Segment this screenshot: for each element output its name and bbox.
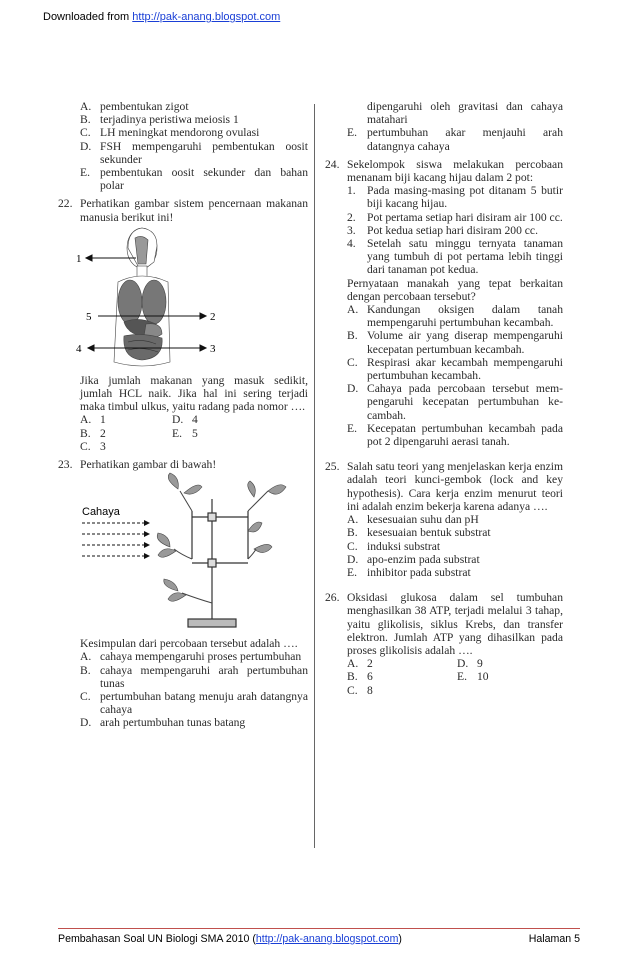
phototropism-diagram (58, 471, 308, 637)
q22-options-row: A. 1 D. 4 (80, 413, 198, 427)
q24-paragraph: Pernyataan manakah yang tepat berkaitan dengan percobaan tersebut? (347, 276, 563, 303)
q24-step-4: 4. Setelah satu minggu ternyata tanaman yang tumbuh di pot pertama lebih tinggi dari tanaman pot kedua. (347, 237, 563, 277)
q23-option-b: B. cahaya mempengaruhi arah pertumbuhan tunas (80, 663, 308, 690)
q24-step-2: 2. Pot pertama setiap hari disiram air 100 cc. (347, 210, 563, 224)
header-link[interactable]: http://pak-anang.blogspot.com (132, 11, 281, 23)
label-2: 2 (210, 310, 216, 323)
question-22: 22. Perhatikan gambar sistem pencernaan makanan manusia berikut ini! (58, 197, 308, 224)
download-header (43, 11, 280, 23)
q25-option-a: A. kesesuaian suhu dan pH (347, 513, 479, 527)
q23-option-c: C. pertumbuhan batang menuju arah datangnya cahaya (80, 690, 308, 717)
q25-option-e: E. inhibitor pada substrat (347, 565, 471, 579)
option-d: D. FSH mempengaruhi pembentukan oosit sekunder (80, 139, 308, 166)
page-footer: Pembahasan Soal UN Biologi SMA 2010 (http://pak-anang.blogspot.com) Halaman 5 (58, 928, 580, 945)
q24-option-e: E. Kecepatan pertumbuhan kecambah pada pot 2 dipengaruhi aerasi tanah. (347, 421, 563, 449)
question-26: 26. Oksidasi glukosa dalam sel tumbuhan menghasilkan 38 ATP, terjadi melalui 3 tahap, yaitu glikolisis, siklus Krebs, dan transfer elektron. Jumlah ATP yang dihasilkan pada proses glikolisis adalah …. (325, 591, 563, 657)
left-column: A. pembentukan zigot B. terjadinya peristiwa meiosis 1 C. LH meningkat mendorong ovulasi D. FSH mempengaruhi pembentukan oosit sekunder E. pembentukan oosit sekunder dan bahan polar 22. Perhatikan gambar sistem pencernaan makanan manusia berikut ini! 1 2 3 4 5 Jika jumlah makanan yang masuk sedikit, jumlah HCL naik. Jika hal ini sering terjadi maka timbul ulkus, yaitu radang pada nomor …. A. 1 D. 4 B. 2 E. 5 C. 3 23. Perhatikan gambar di bawah! Cahaya Kesimpulan dari percobaan tersebut adalah …. A. cahaya mempengaruhi proses pertumbuhan B. cahaya mempengaruhi arah pertumbuhan tunas C. pertumbuhan batang menuju arah datangnya cahaya D. arah pertumbuhan tunas batang (58, 100, 308, 730)
right-column: dipengaruhi oleh gravitasi dan cahaya matahari E. pertumbuhan akar menjauhi arah datangnya cahaya 24. Sekelompok siswa melakukan percobaan menanam biji kacang hijau dalam 2 pot: 1. Pada masing-masing pot ditanam 5 butir biji kacang hijau. 2. Pot pertama setiap hari disiram air 100 cc. 3. Pot kedua setiap hari disiram 200 cc. 4. Setelah satu minggu ternyata tanaman yang tumbuh di pot pertama lebih tinggi dari tanaman pot kedua. Pernyataan manakah yang tepat berkaitan dengan percobaan tersebut? A. Kandungan oksigen dalam tanah mempengaruhi pertumbuhan kecambah. B. Volume air yang diserap mempengaruhi kecepatan pertumbuan kecambah. C. Respirasi akar kecambah mempengaruhi pertumbuhan kecambah. D. Cahaya pada percobaan tersebut mempengaruhi kecepatan pertumbuhan kecambah. E. Kecepatan pertumbuhan kecambah pada pot 2 dipengaruhi aerasi tanah. 25. Salah satu teori yang menjelaskan kerja enzim adalah teori kunci-gembok (lock and key hypothesis). Cara kerja enzim menurut teori ini adalah enzim bekerja karena adanya …. A. kesesuaian suhu dan pH B. kesesuaian bentuk substrat C. induksi substrat D. apo-enzim pada substrat E. inhibitor pada substrat 26. Oksidasi glukosa dalam sel tumbuhan menghasilkan 38 ATP, terjadi melalui 3 tahap, yaitu glikolisis, siklus Krebs, dan transfer elektron. Jumlah ATP yang dihasilkan pada proses glikolisis adalah …. A. 2 D. 9 B. 6 E. 10 C. 8 (325, 100, 563, 697)
label-5: 5 (86, 310, 92, 323)
q23-paragraph: Kesimpulan dari percobaan tersebut adalah …. (80, 637, 298, 651)
q23-option-e: E. pertumbuhan akar menjauhi arah datangnya cahaya (347, 126, 563, 153)
option-a: A. pembentukan zigot (80, 100, 189, 113)
cahaya-label: Cahaya (82, 506, 120, 519)
question-24: 24. Sekelompok siswa melakukan percobaan menanam biji kacang hijau dalam 2 pot: (325, 157, 563, 185)
q25-option-d: D. apo-enzim pada substrat (347, 552, 480, 566)
q24-option-d: D. Cahaya pada percobaan tersebut mempengaruhi kecepatan pertumbuhan kecambah. (347, 382, 563, 422)
footer-link[interactable]: http://pak-anang.blogspot.com (255, 933, 399, 945)
digestive-diagram (58, 224, 308, 374)
column-divider (314, 104, 315, 848)
footer-text: Pembahasan Soal UN Biologi SMA 2010 ( (58, 933, 256, 945)
phototropism-figure (58, 471, 308, 637)
label-1: 1 (76, 252, 82, 265)
page-number: Halaman 5 (528, 933, 580, 945)
q23-option-a: A. cahaya mempengaruhi proses pertumbuhan (80, 650, 302, 664)
q24-step-1: 1. Pada masing-masing pot ditanam 5 butir biji kacang hijau. (347, 184, 563, 211)
option-b: B. terjadinya peristiwa meiosis 1 (80, 113, 239, 127)
label-4: 4 (76, 342, 82, 355)
q25-option-b: B. kesesuaian bentuk substrat (347, 526, 491, 540)
option-e: E. pembentukan oosit sekunder dan bahan polar (80, 166, 308, 193)
q24-step-3: 3. Pot kedua setiap hari disiram 200 cc. (347, 223, 538, 237)
option-c: C. LH meningkat mendorong ovulasi (80, 126, 260, 140)
q22-paragraph: Jika jumlah makanan yang masuk sedikit, jumlah HCL naik. Jika hal ini sering terjadi maka timbul ulkus, yaitu radang pada nomor …. (80, 373, 308, 414)
q23-option-d: D. arah pertumbuhan tunas batang (80, 716, 246, 730)
q24-option-b: B. Volume air yang diserap mempengaruhi kecepatan pertumbuan kecambah. (347, 329, 563, 356)
q26-options-row: A. 2 D. 9 (347, 657, 483, 671)
label-3: 3 (210, 342, 216, 355)
q23-option-d-continued: dipengaruhi oleh gravitasi dan cahaya matahari (367, 100, 563, 127)
q24-option-a: A. Kandungan oksigen dalam tanah mempengaruhi pertumbuhan kecambah. (347, 303, 563, 330)
question-23: 23. Perhatikan gambar di bawah! (58, 458, 217, 472)
digestive-system-figure (58, 224, 308, 374)
q24-option-c: C. Respirasi akar kecambah mempengaruhi pertumbuhan kecambah. (347, 355, 563, 383)
q25-option-c: C. induksi substrat (347, 539, 441, 553)
header-prefix: Downloaded from (43, 11, 133, 23)
question-25: 25. Salah satu teori yang menjelaskan kerja enzim adalah teori kunci-gembok (lock and key hypothesis). Cara kerja enzim menurut teori ini adalah enzim bekerja karena adanya …. (325, 460, 563, 513)
